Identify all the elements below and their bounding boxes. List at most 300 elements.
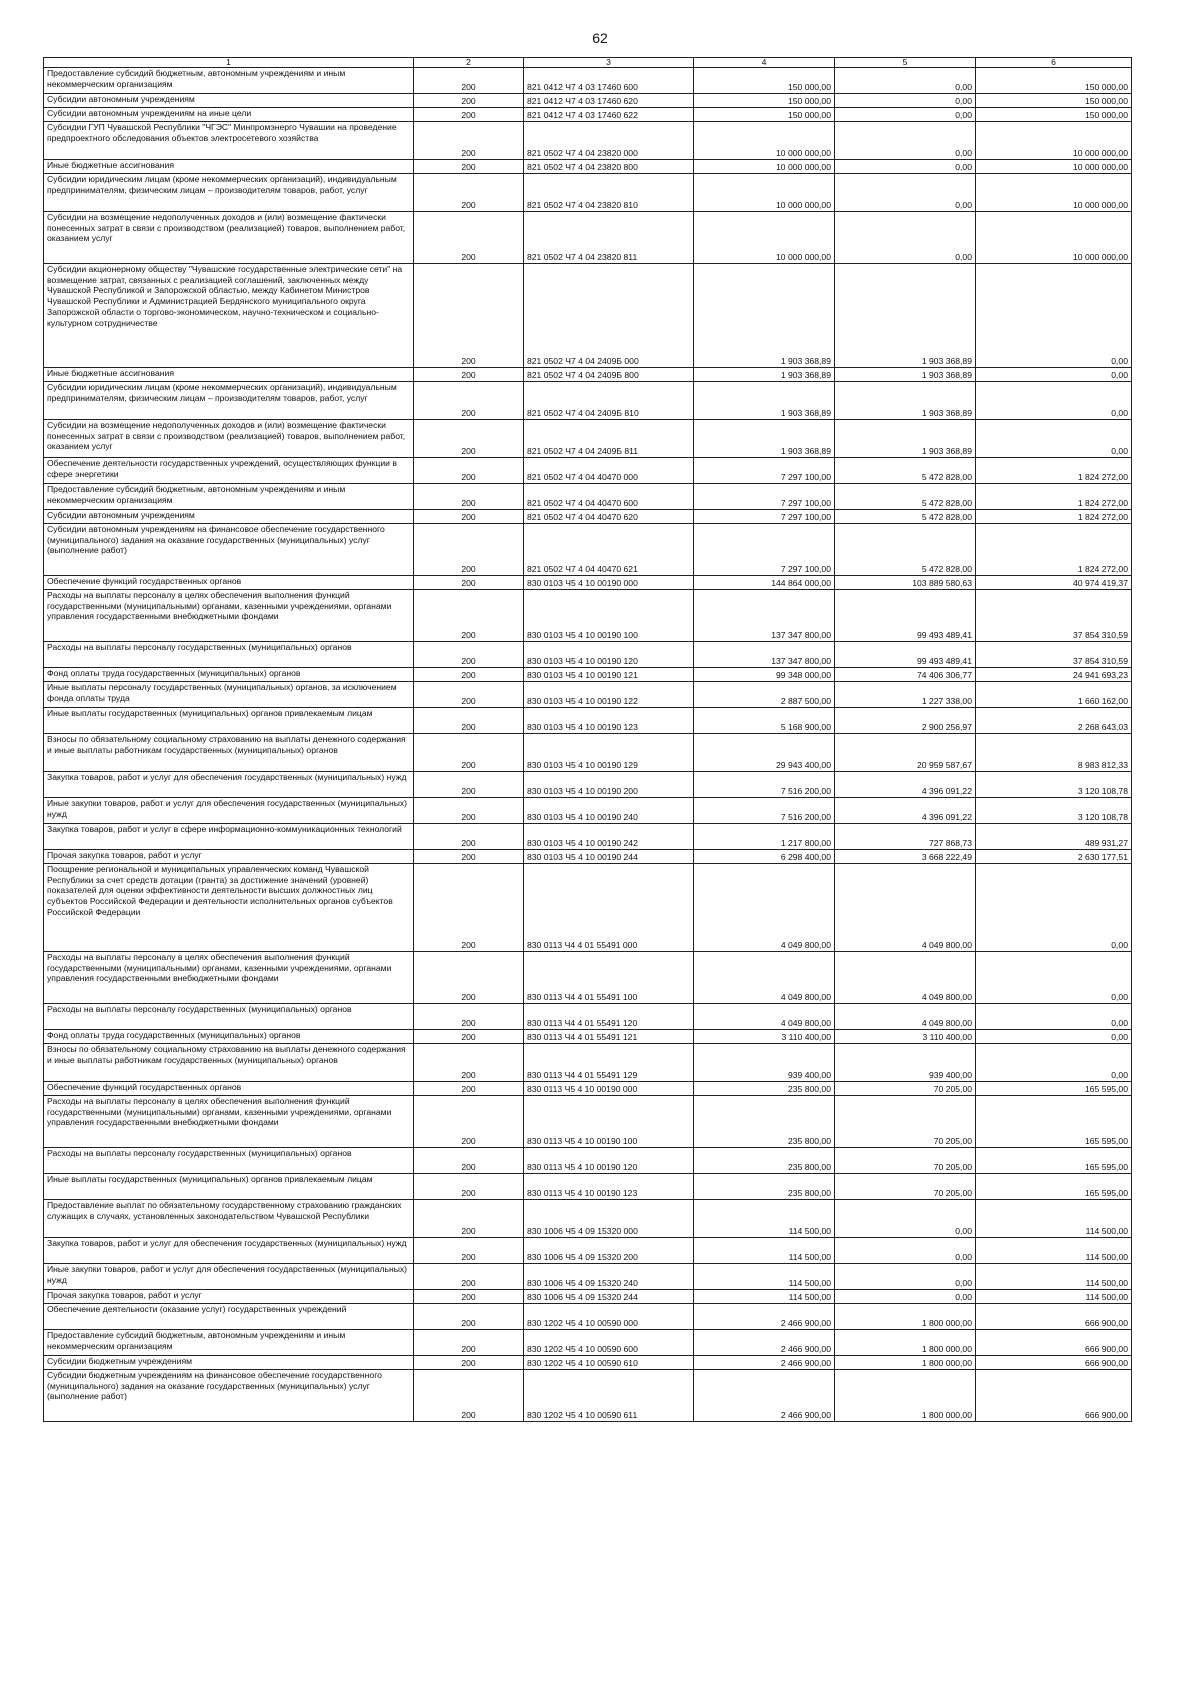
cell-code: 200 xyxy=(414,1264,524,1290)
cell-code: 200 xyxy=(414,668,524,682)
cell-name: Субсидии ГУП Чувашской Республики "ЧГЭС" Минпромэнерго Чувашии на проведение предпроектного обследования объектов электросетевого хозяйства xyxy=(44,122,414,160)
table-row xyxy=(44,1370,1132,1422)
table-row xyxy=(44,1304,1132,1330)
cell-classification: 830 0113 Ч5 4 10 00190 000 xyxy=(524,1082,694,1096)
cell-col6: 1 824 272,00 xyxy=(976,484,1132,510)
cell-col6: 8 983 812,33 xyxy=(976,734,1132,772)
cell-col5: 70 205,00 xyxy=(835,1174,976,1200)
table-row xyxy=(44,94,1132,108)
table-row xyxy=(44,174,1132,212)
cell-code: 200 xyxy=(414,1030,524,1044)
cell-code: 200 xyxy=(414,1290,524,1304)
cell-code: 200 xyxy=(414,1200,524,1238)
cell-classification: 830 0103 Ч5 4 10 00190 100 xyxy=(524,590,694,642)
cell-classification: 821 0502 Ч7 4 04 2409Б 000 xyxy=(524,264,694,368)
cell-code: 200 xyxy=(414,68,524,94)
cell-code: 200 xyxy=(414,1238,524,1264)
cell-col5: 0,00 xyxy=(835,122,976,160)
cell-name: Предоставление субсидий бюджетным, автономным учреждениям и иным некоммерческим организациям xyxy=(44,484,414,510)
cell-classification: 821 0502 Ч7 4 04 40470 621 xyxy=(524,524,694,576)
cell-col6: 10 000 000,00 xyxy=(976,122,1132,160)
cell-code: 200 xyxy=(414,734,524,772)
cell-classification: 830 1202 Ч5 4 10 00590 600 xyxy=(524,1330,694,1356)
table-row xyxy=(44,708,1132,734)
cell-col4: 939 400,00 xyxy=(694,1044,835,1082)
cell-name: Прочая закупка товаров, работ и услуг xyxy=(44,850,414,864)
cell-col5: 2 900 256,97 xyxy=(835,708,976,734)
table-body xyxy=(44,68,1132,1422)
cell-code: 200 xyxy=(414,368,524,382)
cell-name: Расходы на выплаты персоналу государственных (муниципальных) органов xyxy=(44,1004,414,1030)
cell-classification: 821 0412 Ч7 4 03 17460 622 xyxy=(524,108,694,122)
table-row xyxy=(44,590,1132,642)
cell-col5: 4 049 800,00 xyxy=(835,864,976,952)
cell-col5: 0,00 xyxy=(835,94,976,108)
cell-code: 200 xyxy=(414,850,524,864)
cell-col6: 1 824 272,00 xyxy=(976,458,1132,484)
cell-col5: 1 227 338,00 xyxy=(835,682,976,708)
table-row xyxy=(44,1148,1132,1174)
cell-code: 200 xyxy=(414,174,524,212)
cell-name: Субсидии автономным учреждениям на финансовое обеспечение государственного (муниципального) задания на оказание государственных (муниципальных) услуг (выполнение работ) xyxy=(44,524,414,576)
table-row xyxy=(44,68,1132,94)
column-header: 4 xyxy=(694,58,835,68)
cell-name: Обеспечение деятельности государственных учреждений, осуществляющих функции в сфере энергетики xyxy=(44,458,414,484)
cell-name: Предоставление выплат по обязательному государственному страхованию гражданских служащих в случаях, установленных законодательством Чувашской Республики xyxy=(44,1200,414,1238)
cell-col4: 7 297 100,00 xyxy=(694,458,835,484)
cell-col4: 114 500,00 xyxy=(694,1238,835,1264)
cell-name: Субсидии на возмещение недополученных доходов и (или) возмещение фактически понесенных затрат в связи с производством (реализацией) товаров, выполнением работ, оказанием услуг xyxy=(44,420,414,458)
table-row xyxy=(44,458,1132,484)
cell-classification: 821 0412 Ч7 4 03 17460 620 xyxy=(524,94,694,108)
cell-col6: 165 595,00 xyxy=(976,1148,1132,1174)
cell-col5: 0,00 xyxy=(835,174,976,212)
cell-name: Предоставление субсидий бюджетным, автономным учреждениям и иным некоммерческим организациям xyxy=(44,68,414,94)
table-row xyxy=(44,1330,1132,1356)
table-row xyxy=(44,1030,1132,1044)
cell-col5: 70 205,00 xyxy=(835,1082,976,1096)
cell-col6: 37 854 310,59 xyxy=(976,642,1132,668)
cell-col6: 0,00 xyxy=(976,1004,1132,1030)
table-row xyxy=(44,1264,1132,1290)
budget-table xyxy=(43,57,1132,1422)
cell-col6: 150 000,00 xyxy=(976,94,1132,108)
cell-classification: 830 0103 Ч5 4 10 00190 242 xyxy=(524,824,694,850)
cell-col4: 2 887 500,00 xyxy=(694,682,835,708)
cell-col5: 1 800 000,00 xyxy=(835,1304,976,1330)
cell-classification: 830 0103 Ч5 4 10 00190 120 xyxy=(524,642,694,668)
cell-col5: 0,00 xyxy=(835,1238,976,1264)
cell-col6: 114 500,00 xyxy=(976,1238,1132,1264)
cell-classification: 830 0113 Ч5 4 10 00190 120 xyxy=(524,1148,694,1174)
cell-col5: 1 800 000,00 xyxy=(835,1370,976,1422)
cell-name: Иные выплаты персоналу государственных (муниципальных) органов, за исключением фонда оплаты труда xyxy=(44,682,414,708)
cell-classification: 830 1202 Ч5 4 10 00590 610 xyxy=(524,1356,694,1370)
cell-col4: 2 466 900,00 xyxy=(694,1330,835,1356)
cell-col6: 0,00 xyxy=(976,382,1132,420)
cell-classification: 821 0502 Ч7 4 04 23820 000 xyxy=(524,122,694,160)
cell-col4: 10 000 000,00 xyxy=(694,160,835,174)
cell-name: Субсидии юридическим лицам (кроме некоммерческих организаций), индивидуальным предпринимателям, физическим лицам – производителям товаров, работ, услуг xyxy=(44,174,414,212)
cell-col6: 1 660 162,00 xyxy=(976,682,1132,708)
cell-classification: 830 0113 Ч4 4 01 55491 000 xyxy=(524,864,694,952)
cell-classification: 830 0103 Ч5 4 10 00190 000 xyxy=(524,576,694,590)
cell-col4: 29 943 400,00 xyxy=(694,734,835,772)
cell-col6: 10 000 000,00 xyxy=(976,212,1132,264)
cell-name: Закупка товаров, работ и услуг для обеспечения государственных (муниципальных) нужд xyxy=(44,772,414,798)
cell-col4: 1 903 368,89 xyxy=(694,420,835,458)
cell-col6: 165 595,00 xyxy=(976,1096,1132,1148)
cell-classification: 830 1202 Ч5 4 10 00590 000 xyxy=(524,1304,694,1330)
table-row xyxy=(44,1004,1132,1030)
cell-col4: 4 049 800,00 xyxy=(694,952,835,1004)
cell-col4: 137 347 800,00 xyxy=(694,642,835,668)
cell-name: Обеспечение функций государственных органов xyxy=(44,1082,414,1096)
cell-col5: 1 903 368,89 xyxy=(835,420,976,458)
cell-name: Субсидии бюджетным учреждениям на финансовое обеспечение государственного (муниципального) задания на оказание государственных (муниципальных) услуг (выполнение работ) xyxy=(44,1370,414,1422)
cell-col6: 165 595,00 xyxy=(976,1082,1132,1096)
cell-col4: 235 800,00 xyxy=(694,1082,835,1096)
cell-col4: 5 168 900,00 xyxy=(694,708,835,734)
cell-col6: 40 974 419,37 xyxy=(976,576,1132,590)
cell-classification: 830 1202 Ч5 4 10 00590 611 xyxy=(524,1370,694,1422)
table-header-row xyxy=(44,58,1132,68)
cell-code: 200 xyxy=(414,798,524,824)
cell-code: 200 xyxy=(414,1304,524,1330)
cell-code: 200 xyxy=(414,1174,524,1200)
table-row xyxy=(44,1238,1132,1264)
cell-col6: 0,00 xyxy=(976,1044,1132,1082)
cell-col6: 24 941 693,23 xyxy=(976,668,1132,682)
cell-col4: 7 297 100,00 xyxy=(694,484,835,510)
cell-col6: 0,00 xyxy=(976,1030,1132,1044)
cell-col5: 0,00 xyxy=(835,212,976,264)
cell-col4: 4 049 800,00 xyxy=(694,864,835,952)
table-row xyxy=(44,420,1132,458)
table-row xyxy=(44,108,1132,122)
cell-name: Субсидии автономным учреждениям на иные цели xyxy=(44,108,414,122)
table-row xyxy=(44,368,1132,382)
cell-code: 200 xyxy=(414,212,524,264)
cell-col5: 4 396 091,22 xyxy=(835,772,976,798)
cell-col5: 1 903 368,89 xyxy=(835,382,976,420)
cell-col5: 939 400,00 xyxy=(835,1044,976,1082)
cell-name: Обеспечение деятельности (оказание услуг) государственных учреждений xyxy=(44,1304,414,1330)
cell-col6: 0,00 xyxy=(976,368,1132,382)
cell-col5: 5 472 828,00 xyxy=(835,458,976,484)
cell-classification: 821 0502 Ч7 4 04 2409Б 811 xyxy=(524,420,694,458)
cell-code: 200 xyxy=(414,590,524,642)
cell-classification: 830 0113 Ч4 4 01 55491 100 xyxy=(524,952,694,1004)
cell-classification: 821 0502 Ч7 4 04 2409Б 810 xyxy=(524,382,694,420)
cell-name: Субсидии юридическим лицам (кроме некоммерческих организаций), индивидуальным предпринимателям, физическим лицам – производителям товаров, работ, услуг xyxy=(44,382,414,420)
cell-col6: 1 824 272,00 xyxy=(976,524,1132,576)
cell-col6: 165 595,00 xyxy=(976,1174,1132,1200)
cell-name: Субсидии на возмещение недополученных доходов и (или) возмещение фактически понесенных затрат в связи с производством (реализацией) товаров, выполнением работ, оказанием услуг xyxy=(44,212,414,264)
table-row xyxy=(44,952,1132,1004)
cell-classification: 830 0103 Ч5 4 10 00190 240 xyxy=(524,798,694,824)
cell-col6: 10 000 000,00 xyxy=(976,174,1132,212)
cell-code: 200 xyxy=(414,1148,524,1174)
cell-code: 200 xyxy=(414,952,524,1004)
cell-col5: 103 889 580,63 xyxy=(835,576,976,590)
cell-col5: 5 472 828,00 xyxy=(835,524,976,576)
cell-name: Обеспечение функций государственных органов xyxy=(44,576,414,590)
cell-col4: 10 000 000,00 xyxy=(694,212,835,264)
cell-classification: 821 0502 Ч7 4 04 40470 620 xyxy=(524,510,694,524)
table-row xyxy=(44,510,1132,524)
cell-col5: 0,00 xyxy=(835,108,976,122)
cell-col4: 235 800,00 xyxy=(694,1174,835,1200)
cell-code: 200 xyxy=(414,772,524,798)
cell-classification: 821 0502 Ч7 4 04 40470 000 xyxy=(524,458,694,484)
cell-classification: 830 0113 Ч5 4 10 00190 100 xyxy=(524,1096,694,1148)
cell-col4: 2 466 900,00 xyxy=(694,1356,835,1370)
table-row xyxy=(44,668,1132,682)
cell-col5: 0,00 xyxy=(835,160,976,174)
table-row xyxy=(44,1200,1132,1238)
cell-col4: 1 903 368,89 xyxy=(694,368,835,382)
cell-classification: 830 0113 Ч4 4 01 55491 120 xyxy=(524,1004,694,1030)
cell-code: 200 xyxy=(414,458,524,484)
cell-classification: 821 0502 Ч7 4 04 23820 810 xyxy=(524,174,694,212)
cell-col6: 37 854 310,59 xyxy=(976,590,1132,642)
table-row xyxy=(44,1174,1132,1200)
cell-col6: 489 931,27 xyxy=(976,824,1132,850)
cell-col4: 7 297 100,00 xyxy=(694,524,835,576)
cell-col5: 4 049 800,00 xyxy=(835,952,976,1004)
cell-name: Расходы на выплаты персоналу государственных (муниципальных) органов xyxy=(44,642,414,668)
cell-col6: 150 000,00 xyxy=(976,108,1132,122)
cell-classification: 821 0502 Ч7 4 04 40470 600 xyxy=(524,484,694,510)
cell-col4: 7 297 100,00 xyxy=(694,510,835,524)
cell-name: Иные закупки товаров, работ и услуг для обеспечения государственных (муниципальных) нужд xyxy=(44,798,414,824)
cell-col5: 99 493 489,41 xyxy=(835,642,976,668)
cell-col6: 666 900,00 xyxy=(976,1370,1132,1422)
cell-col4: 7 516 200,00 xyxy=(694,772,835,798)
cell-col6: 0,00 xyxy=(976,264,1132,368)
cell-code: 200 xyxy=(414,682,524,708)
table-row xyxy=(44,264,1132,368)
cell-name: Фонд оплаты труда государственных (муниципальных) органов xyxy=(44,668,414,682)
cell-code: 200 xyxy=(414,708,524,734)
cell-col6: 2 268 643,03 xyxy=(976,708,1132,734)
table-row xyxy=(44,642,1132,668)
cell-col6: 666 900,00 xyxy=(976,1304,1132,1330)
page-number: 62 xyxy=(592,30,608,46)
column-header: 5 xyxy=(835,58,976,68)
cell-col4: 99 348 000,00 xyxy=(694,668,835,682)
cell-col5: 1 800 000,00 xyxy=(835,1330,976,1356)
cell-col5: 99 493 489,41 xyxy=(835,590,976,642)
cell-col4: 150 000,00 xyxy=(694,94,835,108)
cell-classification: 821 0502 Ч7 4 04 23820 811 xyxy=(524,212,694,264)
cell-code: 200 xyxy=(414,1044,524,1082)
table-row xyxy=(44,772,1132,798)
column-header: 3 xyxy=(524,58,694,68)
table-row xyxy=(44,382,1132,420)
cell-classification: 830 1006 Ч5 4 09 15320 240 xyxy=(524,1264,694,1290)
cell-name: Иные выплаты государственных (муниципальных) органов привлекаемым лицам xyxy=(44,1174,414,1200)
table-row xyxy=(44,122,1132,160)
cell-col6: 114 500,00 xyxy=(976,1264,1132,1290)
cell-name: Предоставление субсидий бюджетным, автономным учреждениям и иным некоммерческим организациям xyxy=(44,1330,414,1356)
table-row xyxy=(44,212,1132,264)
cell-col5: 1 903 368,89 xyxy=(835,264,976,368)
cell-col5: 0,00 xyxy=(835,1290,976,1304)
cell-classification: 830 0103 Ч5 4 10 00190 129 xyxy=(524,734,694,772)
cell-name: Расходы на выплаты персоналу государственных (муниципальных) органов xyxy=(44,1148,414,1174)
cell-classification: 830 0113 Ч5 4 10 00190 123 xyxy=(524,1174,694,1200)
cell-col6: 2 630 177,51 xyxy=(976,850,1132,864)
cell-name: Субсидии автономным учреждениям xyxy=(44,510,414,524)
cell-col6: 114 500,00 xyxy=(976,1290,1132,1304)
cell-col5: 3 110 400,00 xyxy=(835,1030,976,1044)
cell-col4: 114 500,00 xyxy=(694,1264,835,1290)
table-row xyxy=(44,824,1132,850)
cell-classification: 830 1006 Ч5 4 09 15320 200 xyxy=(524,1238,694,1264)
column-header: 2 xyxy=(414,58,524,68)
cell-name: Субсидии автономным учреждениям xyxy=(44,94,414,108)
cell-code: 200 xyxy=(414,122,524,160)
cell-col5: 5 472 828,00 xyxy=(835,510,976,524)
cell-col5: 0,00 xyxy=(835,68,976,94)
cell-col6: 0,00 xyxy=(976,864,1132,952)
cell-name: Расходы на выплаты персоналу в целях обеспечения выполнения функций государственными (муниципальными) органами, казенными учреждениями, органами управления государственными внебюджетными фондами xyxy=(44,590,414,642)
cell-name: Поощрение региональной и муниципальных управленческих команд Чувашской Республики за счет средств дотации (гранта) за достижение значений (уровней) показателей для оценки эффективности деятельности высших должностных лиц субъектов Российской Федерации и деятельности исполнительных органов субъектов Российской Федерации xyxy=(44,864,414,952)
cell-col5: 0,00 xyxy=(835,1200,976,1238)
cell-col6: 666 900,00 xyxy=(976,1330,1132,1356)
cell-col6: 3 120 108,78 xyxy=(976,798,1132,824)
cell-code: 200 xyxy=(414,1330,524,1356)
cell-col5: 3 668 222,49 xyxy=(835,850,976,864)
cell-col4: 144 864 000,00 xyxy=(694,576,835,590)
table-row xyxy=(44,576,1132,590)
cell-classification: 830 1006 Ч5 4 09 15320 000 xyxy=(524,1200,694,1238)
cell-classification: 821 0502 Ч7 4 04 23820 800 xyxy=(524,160,694,174)
cell-name: Прочая закупка товаров, работ и услуг xyxy=(44,1290,414,1304)
cell-col4: 2 466 900,00 xyxy=(694,1370,835,1422)
cell-col4: 10 000 000,00 xyxy=(694,122,835,160)
cell-code: 200 xyxy=(414,484,524,510)
cell-col4: 235 800,00 xyxy=(694,1148,835,1174)
cell-name: Закупка товаров, работ и услуг в сфере информационно-коммуникационных технологий xyxy=(44,824,414,850)
cell-col4: 2 466 900,00 xyxy=(694,1304,835,1330)
table-row xyxy=(44,864,1132,952)
cell-col6: 1 824 272,00 xyxy=(976,510,1132,524)
cell-classification: 830 0103 Ч5 4 10 00190 122 xyxy=(524,682,694,708)
cell-name: Иные выплаты государственных (муниципальных) органов привлекаемым лицам xyxy=(44,708,414,734)
cell-code: 200 xyxy=(414,824,524,850)
table-row xyxy=(44,798,1132,824)
cell-col5: 70 205,00 xyxy=(835,1096,976,1148)
cell-code: 200 xyxy=(414,108,524,122)
cell-code: 200 xyxy=(414,510,524,524)
cell-code: 200 xyxy=(414,1082,524,1096)
cell-name: Иные бюджетные ассигнования xyxy=(44,368,414,382)
column-header: 6 xyxy=(976,58,1132,68)
cell-col4: 6 298 400,00 xyxy=(694,850,835,864)
cell-col6: 114 500,00 xyxy=(976,1200,1132,1238)
cell-code: 200 xyxy=(414,1356,524,1370)
cell-col6: 0,00 xyxy=(976,420,1132,458)
table-row xyxy=(44,1044,1132,1082)
cell-col6: 150 000,00 xyxy=(976,68,1132,94)
cell-col5: 70 205,00 xyxy=(835,1148,976,1174)
cell-col4: 3 110 400,00 xyxy=(694,1030,835,1044)
cell-name: Субсидии бюджетным учреждениям xyxy=(44,1356,414,1370)
cell-name: Взносы по обязательному социальному страхованию на выплаты денежного содержания и иные выплаты работникам государственных (муниципальных) органов xyxy=(44,734,414,772)
cell-code: 200 xyxy=(414,642,524,668)
cell-name: Субсидии акционерному обществу "Чувашские государственные электрические сети" на возмещение затрат, связанных с реализацией соглашений, заключенных между Чувашской Республикой и Запорожской областью, между Кабинетом Министров Чувашской Республики и Администрацией Бердянского муниципального округа Запорожской области о торгово-экономическом, научно-техническом и социально-культурном сотрудничестве xyxy=(44,264,414,368)
cell-col5: 20 959 587,67 xyxy=(835,734,976,772)
cell-col5: 1 800 000,00 xyxy=(835,1356,976,1370)
table-row xyxy=(44,1082,1132,1096)
cell-col4: 150 000,00 xyxy=(694,68,835,94)
cell-col4: 1 903 368,89 xyxy=(694,382,835,420)
table-row xyxy=(44,160,1132,174)
cell-col6: 666 900,00 xyxy=(976,1356,1132,1370)
cell-col4: 7 516 200,00 xyxy=(694,798,835,824)
cell-name: Фонд оплаты труда государственных (муниципальных) органов xyxy=(44,1030,414,1044)
cell-classification: 830 0103 Ч5 4 10 00190 121 xyxy=(524,668,694,682)
cell-col4: 1 903 368,89 xyxy=(694,264,835,368)
table-row xyxy=(44,1290,1132,1304)
cell-classification: 830 0103 Ч5 4 10 00190 200 xyxy=(524,772,694,798)
cell-code: 200 xyxy=(414,420,524,458)
cell-code: 200 xyxy=(414,524,524,576)
cell-name: Иные закупки товаров, работ и услуг для обеспечения государственных (муниципальных) нужд xyxy=(44,1264,414,1290)
table-row xyxy=(44,524,1132,576)
cell-code: 200 xyxy=(414,382,524,420)
cell-name: Иные бюджетные ассигнования xyxy=(44,160,414,174)
cell-code: 200 xyxy=(414,94,524,108)
cell-col5: 727 868,73 xyxy=(835,824,976,850)
cell-code: 200 xyxy=(414,576,524,590)
cell-col5: 0,00 xyxy=(835,1264,976,1290)
cell-col4: 1 217 800,00 xyxy=(694,824,835,850)
cell-col6: 10 000 000,00 xyxy=(976,160,1132,174)
column-header: 1 xyxy=(44,58,414,68)
cell-classification: 830 1006 Ч5 4 09 15320 244 xyxy=(524,1290,694,1304)
table-row xyxy=(44,1356,1132,1370)
cell-col4: 114 500,00 xyxy=(694,1200,835,1238)
cell-col5: 4 396 091,22 xyxy=(835,798,976,824)
cell-col6: 0,00 xyxy=(976,952,1132,1004)
cell-classification: 830 0103 Ч5 4 10 00190 244 xyxy=(524,850,694,864)
cell-code: 200 xyxy=(414,1096,524,1148)
cell-code: 200 xyxy=(414,160,524,174)
cell-col4: 235 800,00 xyxy=(694,1096,835,1148)
cell-name: Взносы по обязательному социальному страхованию на выплаты денежного содержания и иные выплаты работникам государственных (муниципальных) органов xyxy=(44,1044,414,1082)
cell-name: Закупка товаров, работ и услуг для обеспечения государственных (муниципальных) нужд xyxy=(44,1238,414,1264)
cell-name: Расходы на выплаты персоналу в целях обеспечения выполнения функций государственными (муниципальными) органами, казенными учреждениями, органами управления государственными внебюджетными фондами xyxy=(44,952,414,1004)
table-row xyxy=(44,1096,1132,1148)
table-row xyxy=(44,484,1132,510)
cell-col4: 150 000,00 xyxy=(694,108,835,122)
cell-col4: 10 000 000,00 xyxy=(694,174,835,212)
cell-col6: 3 120 108,78 xyxy=(976,772,1132,798)
cell-code: 200 xyxy=(414,864,524,952)
cell-col5: 5 472 828,00 xyxy=(835,484,976,510)
cell-classification: 830 0113 Ч4 4 01 55491 121 xyxy=(524,1030,694,1044)
cell-col4: 137 347 800,00 xyxy=(694,590,835,642)
cell-code: 200 xyxy=(414,1370,524,1422)
cell-col4: 114 500,00 xyxy=(694,1290,835,1304)
cell-code: 200 xyxy=(414,1004,524,1030)
cell-col5: 74 406 306,77 xyxy=(835,668,976,682)
cell-col5: 4 049 800,00 xyxy=(835,1004,976,1030)
